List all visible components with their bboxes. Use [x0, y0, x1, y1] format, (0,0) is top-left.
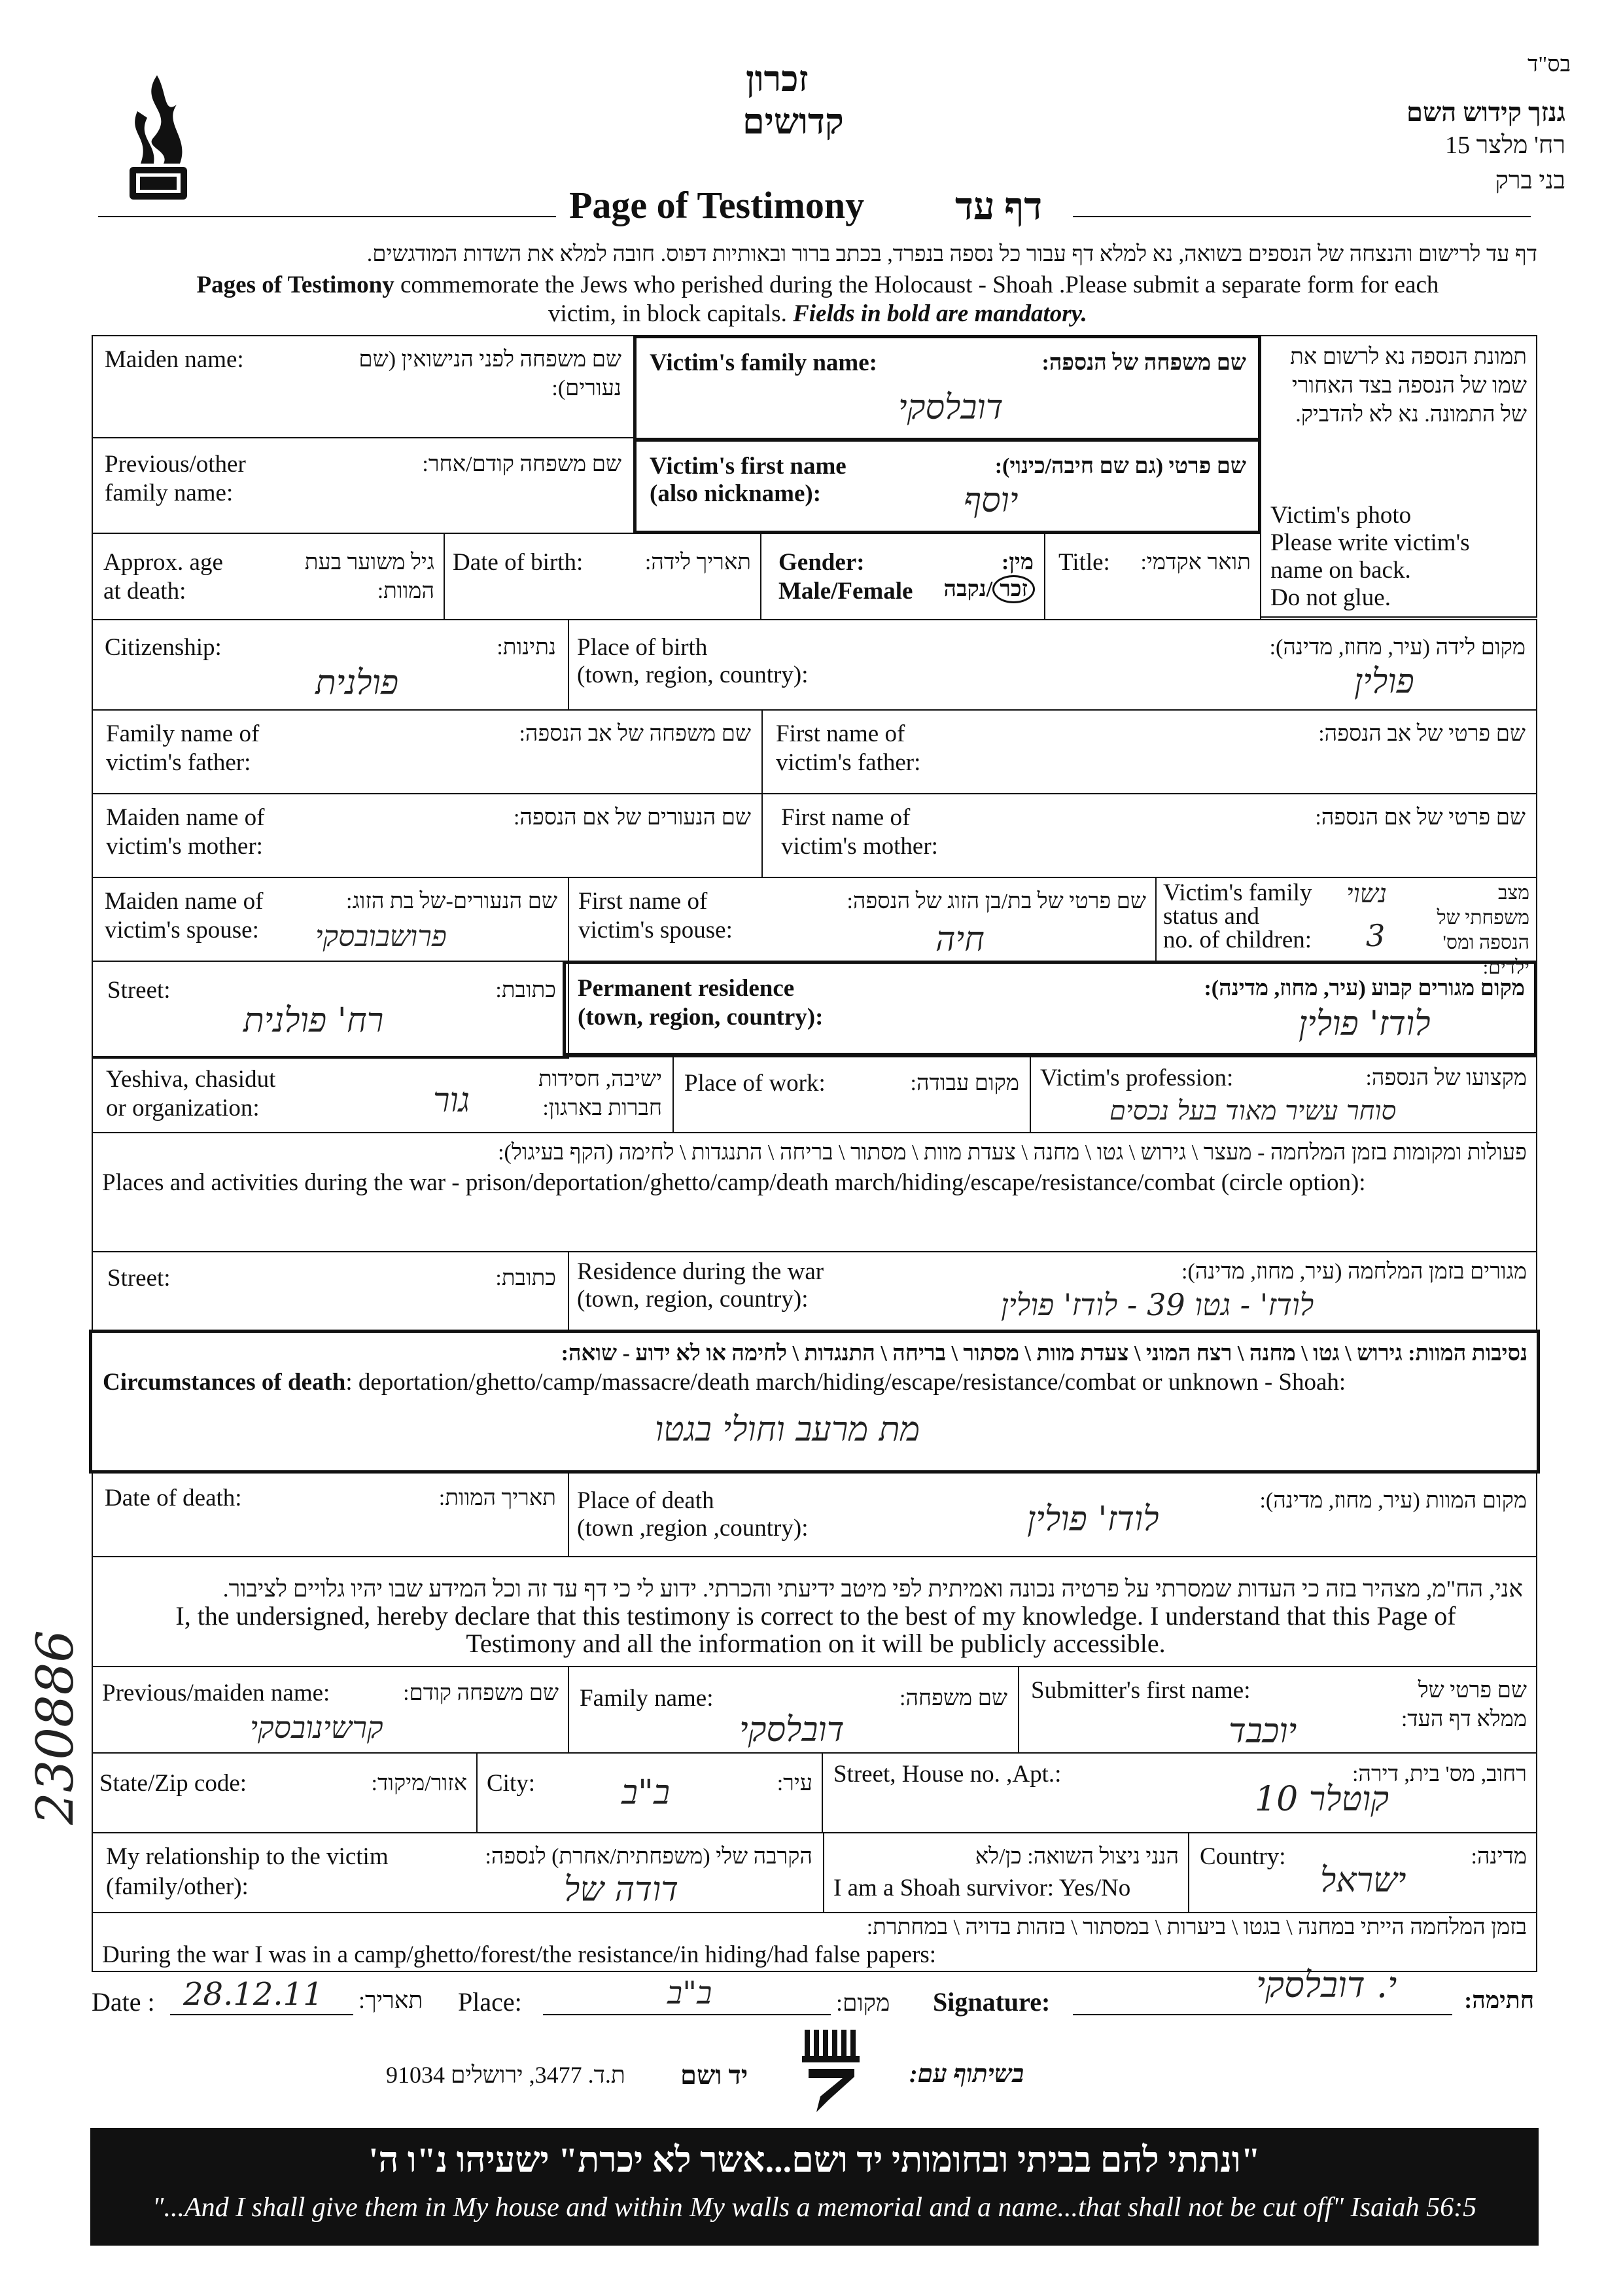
father-first-name-cell[interactable]: First name of victim's father: שם פרטי של אב הנספה:: [761, 709, 1537, 794]
yeshiva-cell[interactable]: Yeshiva, chasidut or organization: ישיבה, חסידות חברות בארגון: גור: [92, 1056, 674, 1133]
flame-logo: [118, 72, 196, 203]
victim-family-name-cell[interactable]: Victim's family name: שם משפחה של הנספה: דובלסקי: [633, 335, 1261, 441]
country-cell[interactable]: Country: מדינה: ישראל: [1188, 1832, 1537, 1913]
victim-family-name-value: דובלסקי: [898, 388, 1003, 427]
place-of-death-cell[interactable]: Place of death (town ,region ,country): מקום המוות (עיר, מחוז, מדינה): לודז' פולין: [568, 1472, 1537, 1557]
mother-first-name-cell[interactable]: First name of victim's mother: שם פרטי של אם הנספה:: [761, 793, 1537, 878]
intro-he: דף עד לרישום והנצחה של הנספים בשואה, נא למלא דף עבור כל נספה בנפרד, בכתב ברור ובאותיות דפוס. חובה למלא את השדות המודגשים.: [366, 242, 1537, 266]
victim-first-name-value: יוסף: [964, 481, 1019, 520]
org-street: רח' מלצר 15: [1445, 132, 1565, 159]
submitter-family-name-value: דובלסקי: [739, 1710, 845, 1750]
footer-banner: [90, 2128, 1539, 2246]
gender-female[interactable]: נקבה: [943, 577, 986, 601]
place-line: [543, 2014, 831, 2015]
profession-value: סוחר עשיר מאוד בעל נכסים: [1109, 1096, 1397, 1126]
spouse-first-name-value: חיה: [935, 920, 985, 959]
survivor-cell[interactable]: הנני ניצול השואה: כן/לא I am a Shoah survivor: Yes/No: [823, 1832, 1189, 1913]
children-count-value: 3: [1366, 918, 1386, 953]
signature-label-he: חתימה:: [1464, 1987, 1534, 2013]
yad-vashem-name: יד ושם: [680, 2060, 748, 2090]
maiden-name-cell[interactable]: Maiden name: שם משפחה לפני הנישואין (שם נעורים):: [92, 335, 635, 438]
street-cell[interactable]: Street: כתובת: רח' פולנית: [92, 961, 569, 1059]
date-label-he: תאריך:: [358, 1987, 423, 2013]
street-value: רח' פולנית: [243, 1001, 384, 1040]
mother-maiden-name-cell[interactable]: Maiden name of victim's mother: שם הנעורים של אם הנספה:: [92, 793, 763, 878]
circumstances-of-death-cell[interactable]: נסיבות המוות: גירוש \ גטו \ מחנה \ רצח המוני \ צעדת מוות \ מסתור \ בריחה \ התנגדות \ לחימה או לא ידוע - שואה: Circumstances of death: deportation/ghetto/camp/massacre/death march/hiding/escape/resistance/combat or unknown - Shoah: מת מרעב וחולי בגטו: [89, 1330, 1540, 1474]
place-value: ב"ב: [667, 1975, 712, 2011]
circumstances-label: Circumstances of death: deportation/ghetto/camp/massacre/death march/hiding/escape/resistance/combat or unknown - Shoah:: [103, 1369, 1346, 1396]
yad-vashem-logo: [802, 2028, 861, 2113]
intro-en: Pages of Testimony commemorate the Jews who perished during the Holocaust - Shoah .Please submit a separate form for each: [196, 272, 1439, 298]
partner-label: בשיתוף עם:: [909, 2060, 1024, 2088]
title-rule-left: [98, 216, 556, 217]
war-residence-cell[interactable]: Residence during the war (town, region, country): מגורים בזמן המלחמה (עיר, מחוז, מדינה): לודז' - גטו 39 - לודז' פולין: [568, 1251, 1537, 1332]
place-of-birth-value: פולין: [1354, 662, 1414, 701]
age-at-death-cell[interactable]: Approx. age at death: גיל משוער בעת המוות:: [92, 533, 445, 620]
survivor-he: הנני ניצול השואה: כן/לא: [975, 1845, 1179, 1869]
permanent-residence-cell[interactable]: Permanent residence (town, region, country): מקום מגורים קבוע (עיר, מחוז, מדינה): לודז' פולין: [563, 961, 1537, 1056]
submitter-first-name-cell[interactable]: Submitter's first name: שם פרטי של ממלא דף העד: יוכבד: [1018, 1666, 1537, 1754]
yeshiva-value: גור: [433, 1081, 470, 1120]
war-street-cell[interactable]: Street: כתובת:: [92, 1251, 569, 1332]
bsd-mark: בס"ד: [1527, 52, 1571, 77]
submitter-war-status-cell[interactable]: בזמן המלחמה הייתי במחנה \ בגטו \ ביערות \ במסתור \ בזהות בדויה \ במחתרת: During the war I was in a camp/ghetto/forest/the resistance/in hiding/had false papers:: [92, 1912, 1537, 1972]
submitter-first-name-value: יוכבד: [1229, 1712, 1297, 1751]
submitter-street-cell[interactable]: Street, House no. ,Apt.: רחוב, מס' בית, דירה: קוטלר 10: [822, 1752, 1537, 1833]
signature-line: [1073, 2014, 1452, 2015]
spouse-maiden-name-cell[interactable]: Maiden name of victim's spouse: שם הנעורים-של בת הזוג: פרושבובסקי: [92, 877, 569, 962]
place-of-birth-cell[interactable]: Place of birth (town, region, country): מקום לידה (עיר, מחוז, מדינה): פולין: [568, 619, 1537, 711]
gender-cell[interactable]: Gender: Male/Female מין: זכר/נקבה: [760, 533, 1045, 620]
signature-label: Signature:: [933, 1987, 1051, 2017]
place-label: Place:: [458, 1987, 522, 2017]
father-family-name-cell[interactable]: Family name of victim's father: שם משפחה של אב הנספה:: [92, 709, 763, 794]
permanent-residence-value: לודז' פולין: [1299, 1004, 1431, 1044]
declaration-box: אני, הח"מ, מצהיר בזה כי העדות שמסרתי על פרטיה נכונה ואמיתית לפי מיטב ידיעתי והכרתי. ידוע לי כי דף עד זה וכל המידע שבו יהיו גלויים לציבור. I, the undersigned, hereby declare that this testimony is correct to the best of my knowledge. I understand that this Page of Testimony and all the information on it will be publicly accessible.: [92, 1556, 1537, 1667]
war-activities-cell[interactable]: פעולות ומקומות בזמן המלחמה - מעצר \ גירוש \ גטו \ מחנה \ צעדת מוות \ מסתור \ בריחה \ התנגדות \ לחימה (הקף בעיגול): Places and activities during the war - prison/deportation/ghetto/camp/death march/hiding/escape/resistance/combat (circle option):: [92, 1132, 1537, 1252]
date-of-birth-cell[interactable]: Date of birth: תאריך לידה:: [444, 533, 761, 620]
place-of-death-value: לודז' פולין: [1027, 1500, 1159, 1539]
signature-value: י. דובלסקי: [1256, 1964, 1397, 2005]
gender-male-circled[interactable]: זכר: [992, 575, 1035, 603]
org-name: גנזך קידוש השם: [1406, 97, 1565, 127]
date-line: [170, 2014, 353, 2015]
submitter-city-value: ב"ב: [621, 1773, 671, 1812]
title-rule-right: [1073, 216, 1531, 217]
title-he-kedoshim: קדושים: [742, 102, 844, 141]
date-label: Date :: [92, 1987, 155, 2017]
relationship-value: דודה של: [564, 1870, 679, 1909]
family-status-cell[interactable]: Victim's family status and no. of children: מצב משפחתי של הנספה ומס' ילדים: נשוי 3: [1155, 877, 1537, 962]
citizenship-cell[interactable]: Citizenship: נתינות: פולנית: [92, 619, 569, 711]
place-of-work-cell[interactable]: Place of work: מקום עבודה:: [672, 1056, 1031, 1133]
page-title-he: דף עד: [955, 185, 1043, 228]
submitter-city-cell[interactable]: City: עיר: ב"ב: [476, 1752, 823, 1833]
spouse-first-name-cell[interactable]: First name of victim's spouse: שם פרטי של בת/בן הזוג של הנספה: חיה: [568, 877, 1157, 962]
relationship-cell[interactable]: My relationship to the victim (family/other): הקרבה שלי (משפחתית/אחרת) לנספה: דודה של: [92, 1832, 824, 1913]
quote-he: "ונתתי להם בביתי ובחומותי יד ושם...אשר לא יכרת" ישעיהו נ"ו ה': [368, 2140, 1261, 2180]
spouse-maiden-name-value: פרושבובסקי: [315, 920, 447, 953]
war-residence-value: לודז' - גטו 39 - לודז' פולין: [1001, 1287, 1314, 1322]
title-cell[interactable]: Title: תואר אקדמי:: [1044, 533, 1261, 620]
family-status-value: נשוי: [1346, 879, 1387, 909]
previous-family-name-cell[interactable]: Previous/other family name: שם משפחה קודם/אחר:: [92, 437, 635, 534]
submitter-prev-name-value: קרשינובסקי: [250, 1710, 383, 1745]
submitter-zip-cell[interactable]: State/Zip code: אזור/מיקוד:: [92, 1752, 478, 1833]
margin-record-number: 230886: [26, 1630, 85, 1825]
intro-en-2: victim, in block capitals. Fields in bold are mandatory.: [548, 300, 1087, 327]
submitter-prev-name-cell[interactable]: Previous/maiden name: שם משפחה קודם: קרשינובסקי: [92, 1666, 569, 1754]
page-title: Page of Testimony: [569, 184, 865, 226]
quote-en: "...And I shall give them in My house and within My walls a memorial and a name...that shall not be cut off" Isaiah 56:5: [152, 2193, 1477, 2223]
org-city: בני ברק: [1495, 167, 1565, 194]
profession-cell[interactable]: Victim's profession: מקצועו של הנספה: סוחר עשיר מאוד בעל נכסים: [1030, 1056, 1537, 1133]
submitter-street-value: קוטלר 10: [1255, 1780, 1389, 1819]
citizenship-value: פולנית: [315, 663, 399, 703]
yad-vashem-address: ת.ד. 3477, ירושלים 91034: [386, 2062, 625, 2088]
submitter-family-name-cell[interactable]: Family name: שם משפחה: דובלסקי: [568, 1666, 1019, 1754]
victim-photo-box[interactable]: תמונת הנספה נא לרשום את שמו של הנספה בצד האחורי של התמונה. נא לא להדביק. Victim's photo Please write victim's name on back. Do not glue.: [1260, 335, 1537, 618]
date-of-death-cell[interactable]: Date of death: תאריך המוות:: [92, 1472, 569, 1557]
gender-options[interactable]: זכר/נקבה: [944, 577, 1035, 602]
country-value: ישראל: [1320, 1861, 1406, 1900]
circumstances-value: מת מרעב וחולי בגטו: [655, 1410, 920, 1449]
victim-first-name-cell[interactable]: Victim's first name (also nickname): שם פרטי (גם שם חיבה/כינוי): יוסף: [633, 438, 1261, 534]
date-value: 28.12.11: [183, 1976, 323, 2013]
place-label-he: מקום:: [836, 1990, 890, 2016]
title-he-zikaron: זכרון: [746, 60, 809, 99]
